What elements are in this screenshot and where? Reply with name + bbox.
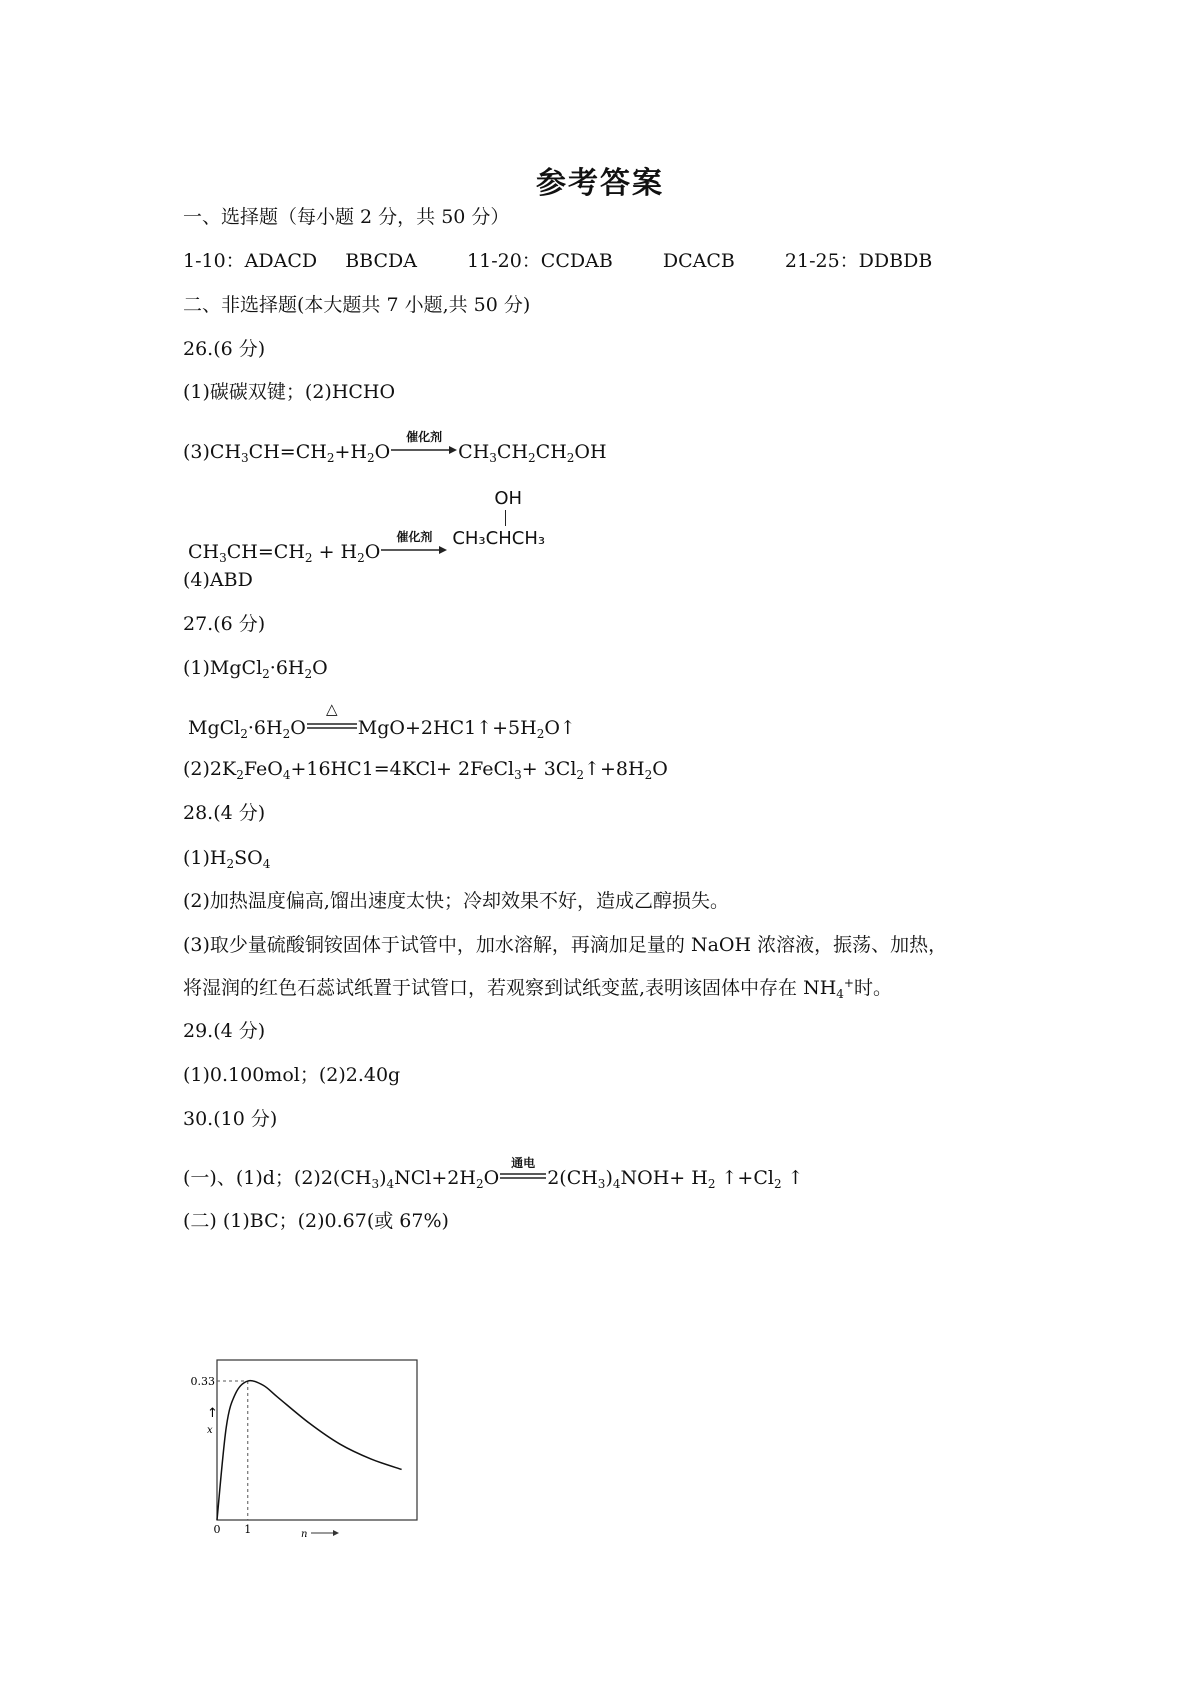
q28-answer-3-line2: 将湿润的红色石蕊试纸置于试管口，若观察到试纸变蓝,表明该固体中存在 $NH_4^+$时。 [183, 976, 892, 1001]
q27-equation: $MgCl_2\cdot 6H_2O$ △ $MgO+2HC1↑+5H_2O↑$ [188, 712, 576, 741]
q26-answer-1-2: (1)碳碳双键；(2)HCHO [183, 381, 396, 403]
x-axis-label: n [301, 1529, 308, 1540]
q28-answer-2: (2)加热温度偏高,馏出速度太快；冷却效果不好，造成乙醇损失。 [183, 890, 729, 912]
q28-heading: 28.(4 分) [183, 802, 266, 824]
data-curve [217, 1381, 402, 1520]
section2-heading: 二、非选择题(本大题共 7 小题,共 50 分) [183, 294, 531, 316]
x-tick-label-1: 1 [244, 1523, 252, 1536]
q29-heading: 29.(4 分) [183, 1020, 266, 1042]
x-axis-arrowhead-icon [333, 1530, 339, 1536]
q26-equation-1: $(3)CH_3CH=CH_2+H_2O$ 催化剂 $CH_3CH_2CH_2OH$ [183, 436, 607, 465]
y-tick-label: 0.33 [190, 1375, 215, 1389]
x-tick-label-0: 0 [213, 1523, 221, 1536]
q29-answer: (1)0.100mol；(2)2.40g [183, 1064, 401, 1086]
catalyst-label: 催化剂 [406, 430, 443, 444]
electrolysis-equals-sign [500, 1156, 546, 1186]
q26-heading: 26.(6 分) [183, 338, 266, 360]
answers-16-20: DCACB [662, 250, 735, 272]
choice-answers [183, 248, 932, 274]
q26-equation-2: $CH_3CH=CH_2 + H_2O$ 催化剂 OH CH₃CHCH₃ [188, 524, 572, 565]
q27-answer-1: $(1)MgCl_2\cdot 6H_2O$ [183, 657, 328, 681]
section1-heading: 一、选择题（每小题 2 分，共 50 分） [183, 206, 510, 228]
hydroxyl-group: OH [494, 488, 523, 509]
q26-answer-4: (4)ABD [183, 569, 253, 591]
electrolysis-label: 通电 [511, 1156, 536, 1170]
answers-6-10: BBCDA [345, 250, 417, 272]
answers-21-25: 21-25：DDBDB [784, 250, 933, 272]
catalyst-label: 催化剂 [396, 530, 433, 544]
chart-frame [217, 1360, 417, 1520]
heat-symbol: △ [326, 700, 338, 718]
q27-answer-2: $(2)2K_2FeO_4+16HC1=4KCl+$ 2FeCl$_3$+ $3Cl_2↑+8H_2O$ [183, 758, 668, 782]
carbon-chain: CH₃CHCH₃ [452, 528, 546, 549]
q30-part2: (二) (1)BC；(2)0.67(或 67%) [183, 1210, 449, 1232]
page-title: 参考答案 [536, 166, 664, 201]
heating-equals-sign [307, 700, 357, 736]
yield-curve-chart [190, 1355, 423, 1540]
answers-1-5: 1-10：ADACD [183, 250, 318, 272]
answers-11-15: 11-20：CCDAB [467, 250, 613, 272]
reaction-arrow [391, 430, 457, 460]
bond-line [505, 510, 506, 526]
q28-answer-1: $(1)H_2SO_4$ [183, 847, 271, 871]
q28-answer-3-line1: (3)取少量硫酸铜铵固体于试管中，加水溶解，再滴加足量的 NaOH 浓溶液，振荡、加热， [183, 934, 948, 956]
q30-heading: 30.(10 分) [183, 1108, 278, 1130]
q30-part1-equation: (一)、(1)d；$(2)2(CH_3)_4NCl+2H_2O$ 通电 $2(CH_3)_4NOH+ H_2$ $↑+Cl_2$ ↑ [183, 1162, 804, 1191]
q27-heading: 27.(6 分) [183, 613, 266, 635]
reaction-arrow [381, 530, 447, 560]
y-axis-arrow-icon: ↑ [207, 1406, 218, 1421]
y-axis-label: x [207, 1425, 213, 1436]
isopropanol-structure [452, 488, 572, 564]
